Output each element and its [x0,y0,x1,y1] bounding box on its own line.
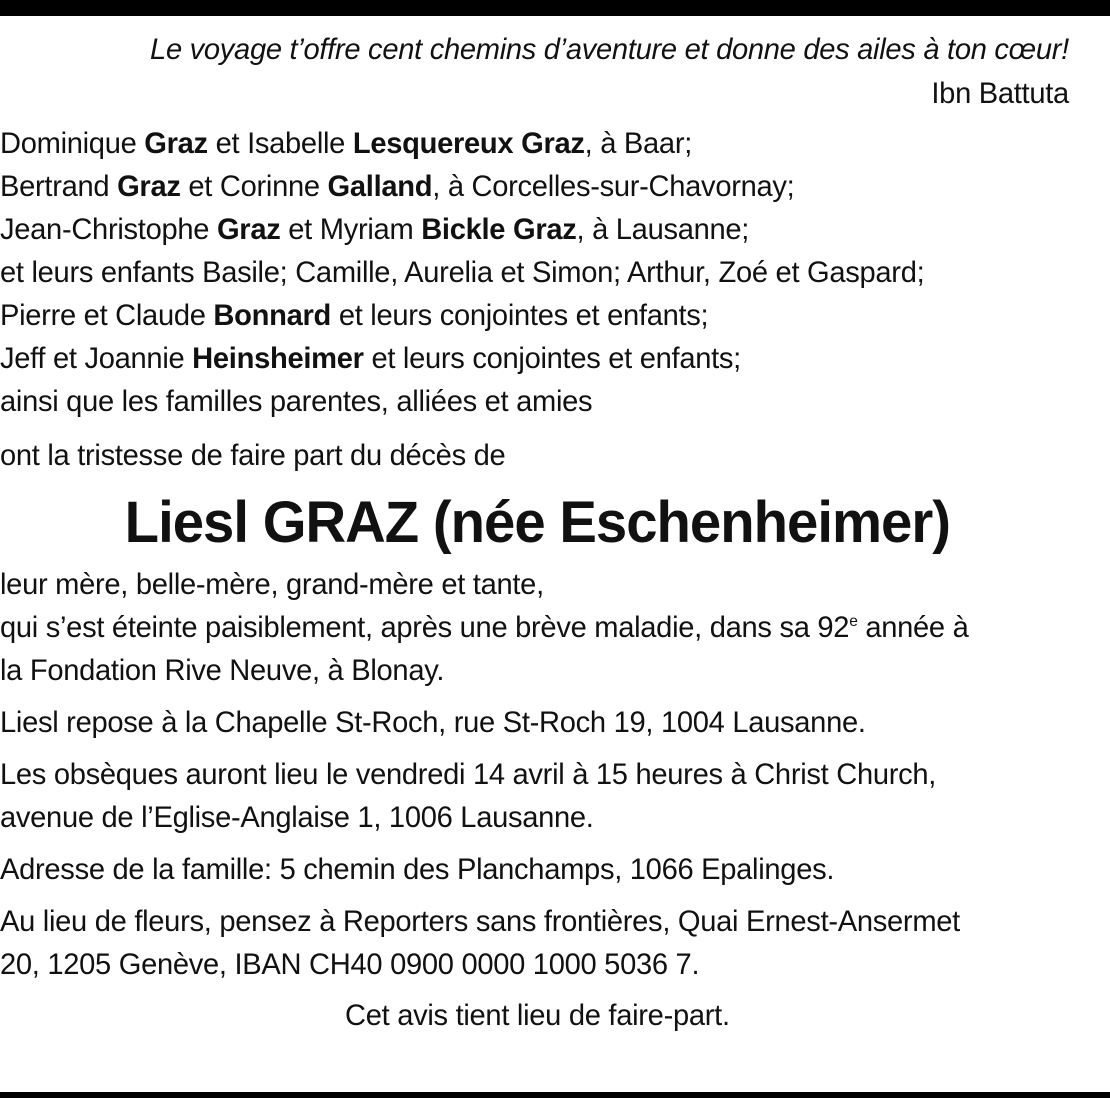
spacer [0,423,1075,434]
top-border-rule [0,0,1110,16]
family-line-1 [0,122,1075,165]
family-line-5-text: Pierre et Claude [0,299,214,332]
family-line-5 [0,294,1075,337]
spacer [0,891,1075,900]
family-address: Adresse de la famille: 5 chemin des Planchamps, 1066 Epalinges. [0,853,835,886]
passing-place-line: la Fondation Rive Neuve, à Blonay. [0,654,445,687]
family-line-7: ainsi que les familles parentes, alliées et amies [0,385,593,418]
family-line-2-place: , à Corcelles-sur-Chavornay; [432,170,795,203]
passing-text: qui s’est éteinte paisiblement, après une brève maladie, dans sa 92 [0,611,850,644]
passing-line [0,606,1075,649]
family-line-3-surname-2: Bickle Graz [421,213,577,246]
family-line-3-place: , à Lausanne; [576,213,750,246]
family-line-1-surname: Graz [144,127,208,160]
donation-line-2: 20, 1205 Genève, IBAN CH40 0900 0000 1000 5036 7. [0,948,700,981]
family-line-1-text: Dominique [0,127,145,160]
family-line-1-place: , à Baar; [584,127,693,160]
passing-text-2: année à [857,611,969,644]
family-line-3 [0,208,1075,251]
repose-paragraph: Liesl repose à la Chapelle St-Roch, rue St-Roch 19, 1004 Lausanne. [0,706,866,739]
obituary-notice [0,28,1075,1038]
family-line-5-text-2: et leurs conjointes et enfants; [331,299,709,332]
family-line-2-surname-2: Galland [327,170,433,203]
closing-note: Cet avis tient lieu de faire-part. [344,999,730,1032]
family-line-1-text-2: et Isabelle [207,127,353,160]
family-line-6-text: Jeff et Joannie [0,342,193,375]
spacer [0,744,1075,753]
family-line-3-text-2: et Myriam [280,213,422,246]
spacer [0,692,1075,701]
ordinal-superscript: e [849,613,858,630]
family-line-5-surname: Bonnard [213,299,332,332]
family-line-2-text-2: et Corinne [180,170,328,203]
bottom-border-rule [0,1092,1110,1098]
relation-line: leur mère, belle-mère, grand-mère et tante, [0,568,544,601]
family-line-1-surname-2: Lesquereux Graz [352,127,585,160]
family-line-6-text-2: et leurs conjointes et enfants; [363,342,741,375]
funeral-line-2: avenue de l’Eglise-Anglaise 1, 1006 Lausanne. [0,801,594,834]
family-list [0,122,1075,423]
deceased-name-heading: Liesl GRAZ (née Eschenheimer) [124,490,951,555]
epigraph-author: Ibn Battuta [931,77,1069,110]
epigraph-quote: Le voyage t’offre cent chemins d’aventure et donne des ailes à ton cœur! [150,33,1069,66]
family-line-2-surname: Graz [117,170,181,203]
announcement-line: ont la tristesse de faire part du décès de [0,439,506,472]
family-line-3-text: Jean-Christophe [0,213,217,246]
spacer [0,839,1075,848]
family-line-2-text: Bertrand [0,170,118,203]
funeral-line-1: Les obsèques auront lieu le vendredi 14 avril à 15 heures à Christ Church, [0,758,937,791]
family-line-6 [0,337,1075,380]
donation-line-1: Au lieu de fleurs, pensez à Reporters sans frontières, Quai Ernest-Ansermet [0,905,960,938]
family-line-4: et leurs enfants Basile; Camille, Aurelia et Simon; Arthur, Zoé et Gaspard; [0,256,925,289]
family-line-3-surname: Graz [216,213,281,246]
family-line-2 [0,165,1075,208]
family-line-6-surname: Heinsheimer [192,342,364,375]
